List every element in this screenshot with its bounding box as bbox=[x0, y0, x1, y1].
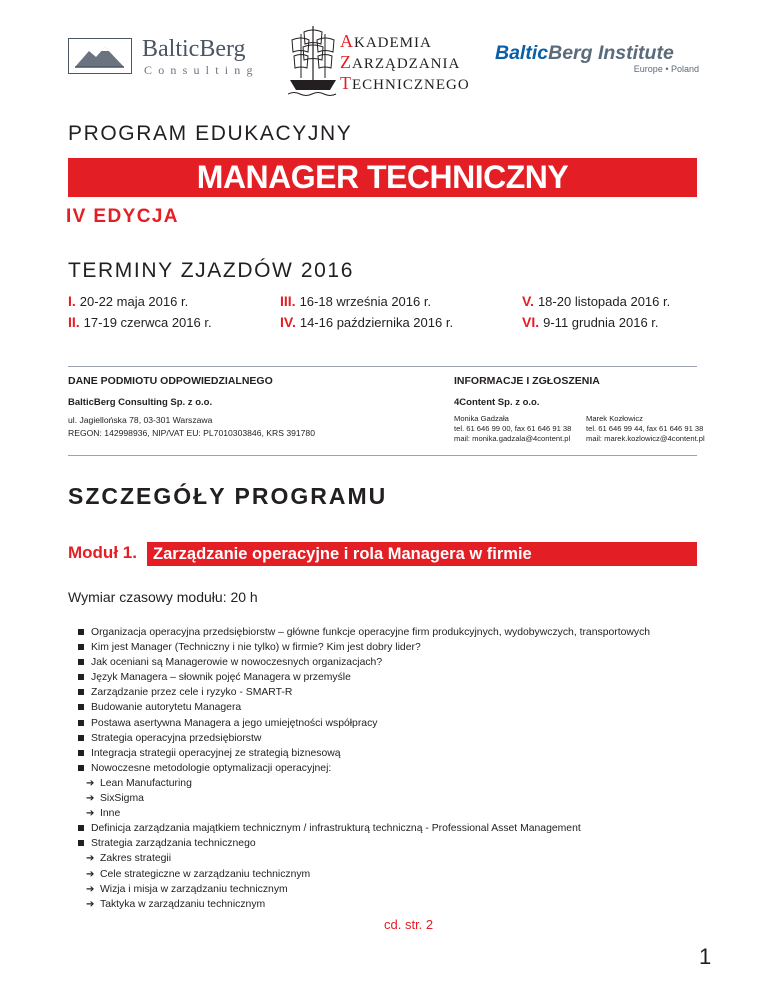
list-item: Budowanie autorytetu Managera bbox=[78, 700, 718, 715]
arrow-right-icon: ➔ bbox=[86, 853, 95, 865]
registration-company: 4Content Sp. z o.o. bbox=[454, 397, 540, 408]
ship-icon bbox=[288, 22, 338, 98]
balticberg-subtitle: Consulting bbox=[144, 63, 259, 77]
akademia-logo bbox=[284, 22, 474, 100]
module-duration: Wymiar czasowy modułu: 20 h bbox=[68, 589, 258, 605]
responsible-ids: REGON: 142998936, NIP/VAT EU: PL7010303846, KRS 391780 bbox=[68, 428, 315, 438]
contact-name: Marek Kozłowicz bbox=[586, 414, 643, 423]
arrow-right-icon: ➔ bbox=[86, 868, 95, 880]
balticberg-consulting-logo bbox=[68, 38, 258, 78]
module-topics-list bbox=[78, 625, 718, 912]
sub-list-item: ➔ Inne bbox=[78, 806, 718, 821]
module-label: Moduł 1. bbox=[68, 543, 137, 562]
contact-name: Monika Gadzała bbox=[454, 414, 509, 423]
responsible-heading: DANE PODMIOTU ODPOWIEDZIALNEGO bbox=[68, 375, 273, 387]
module-title-bar bbox=[147, 542, 697, 566]
akademia-name: AKADEMIA ZARZĄDZANIA TECHNICZNEGO bbox=[340, 31, 470, 93]
terms-heading: TERMINY ZJAZDÓW 2016 bbox=[68, 259, 354, 282]
arrow-right-icon: ➔ bbox=[86, 808, 95, 820]
term-item: VI. 9-11 grudnia 2016 r. bbox=[522, 314, 659, 330]
continued-note: cd. str. 2 bbox=[384, 917, 434, 932]
list-item: Postawa asertywna Managera a jego umiejętności współpracy bbox=[78, 716, 718, 731]
responsible-address: ul. Jagiellońska 78, 03-301 Warszawa bbox=[68, 415, 213, 425]
mountain-logo-icon bbox=[68, 38, 132, 74]
title-banner bbox=[68, 158, 697, 197]
program-label: PROGRAM EDUKACYJNY bbox=[68, 122, 353, 145]
term-item: V. 18-20 listopada 2016 r. bbox=[522, 293, 671, 309]
sub-list-item: ➔ Lean Manufacturing bbox=[78, 776, 718, 791]
list-item: Nowoczesne metodologie optymalizacji operacyjnej: bbox=[78, 761, 718, 776]
list-item: Integracja strategii operacyjnej ze strategią biznesową bbox=[78, 746, 718, 761]
contact-mail[interactable]: mail: marek.kozlowicz@4content.pl bbox=[586, 434, 705, 443]
contact-mail[interactable]: mail: monika.gadzala@4content.pl bbox=[454, 434, 571, 443]
sub-list-item: ➔ Cele strategiczne w zarządzaniu technicznym bbox=[78, 867, 718, 882]
list-item: Organizacja operacyjna przedsiębiorstw – główne funkcje operacyjne firm produkcyjnych, wydobywczych, transportowych bbox=[78, 625, 718, 640]
contact-phone: tel. 61 646 99 00, fax 61 646 91 38 bbox=[454, 424, 572, 433]
list-item: Strategia zarządzania technicznego bbox=[78, 836, 718, 851]
term-item: I. 20-22 maja 2016 r. bbox=[68, 293, 189, 309]
page-title: MANAGER TECHNICZNY bbox=[196, 159, 569, 195]
details-heading: SZCZEGÓŁY PROGRAMU bbox=[68, 483, 388, 509]
page-number: 1 bbox=[699, 944, 712, 969]
balticberg-institute-logo bbox=[495, 42, 705, 76]
term-item: III. 16-18 września 2016 r. bbox=[280, 293, 432, 309]
arrow-right-icon: ➔ bbox=[86, 777, 95, 789]
institute-name: BalticBerg Institute bbox=[495, 42, 674, 64]
list-item: Jak oceniani są Managerowie w nowoczesnych organizacjach? bbox=[78, 655, 718, 670]
module-title: Zarządzanie operacyjne i rola Managera w firmie bbox=[153, 545, 532, 563]
contact-card bbox=[454, 414, 571, 444]
list-item: Język Managera – słownik pojęć Managera w przemyśle bbox=[78, 670, 718, 685]
list-item: Definicja zarządzania majątkiem technicznym / infrastrukturą techniczną - Professional Asset Management bbox=[78, 821, 718, 836]
divider-top bbox=[68, 366, 697, 367]
registration-heading: INFORMACJE I ZGŁOSZENIA bbox=[454, 375, 600, 387]
contact-card bbox=[586, 414, 705, 444]
list-item: Kim jest Manager (Techniczny i nie tylko) w firmie? Kim jest dobry lider? bbox=[78, 640, 718, 655]
arrow-right-icon: ➔ bbox=[86, 898, 95, 910]
term-item: IV. 14-16 października 2016 r. bbox=[280, 314, 454, 330]
balticberg-name: BalticBerg bbox=[142, 36, 246, 62]
list-item: Zarządzanie przez cele i ryzyko - SMART-R bbox=[78, 685, 718, 700]
edition-label: IV EDYCJA bbox=[66, 206, 179, 227]
term-item: II. 17-19 czerwca 2016 r. bbox=[68, 314, 212, 330]
sub-list-item: ➔ Zakres strategii bbox=[78, 851, 718, 866]
sub-list-item: ➔ Wizja i misja w zarządzaniu technicznym bbox=[78, 882, 718, 897]
divider-bottom bbox=[68, 455, 697, 456]
arrow-right-icon: ➔ bbox=[86, 793, 95, 805]
sub-list-item: ➔ Taktyka w zarządzaniu technicznym bbox=[78, 897, 718, 912]
responsible-company: BalticBerg Consulting Sp. z o.o. bbox=[68, 397, 213, 408]
institute-subtitle: Europe • Poland bbox=[633, 64, 699, 74]
contact-phone: tel. 61 646 99 44, fax 61 646 91 38 bbox=[586, 424, 704, 433]
list-item: Strategia operacyjna przedsiębiorstw bbox=[78, 731, 718, 746]
sub-list-item: ➔ SixSigma bbox=[78, 791, 718, 806]
arrow-right-icon: ➔ bbox=[86, 883, 95, 895]
